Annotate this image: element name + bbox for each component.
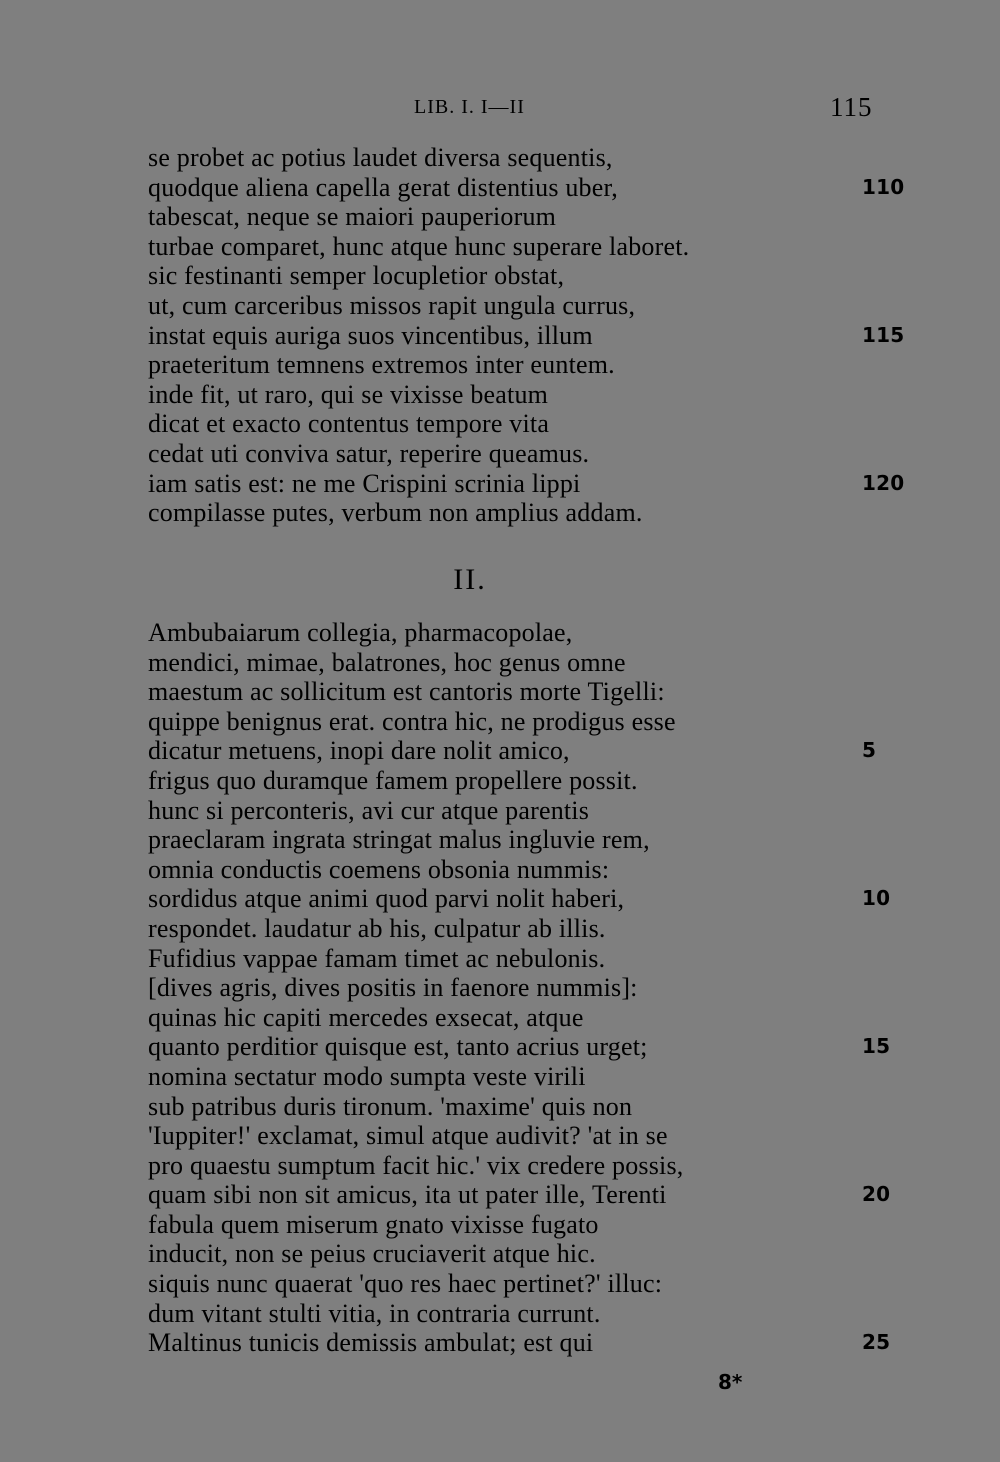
verse-line-text: sub patribus duris tironum. 'maxime' quis non (148, 1091, 633, 1121)
verse-line (148, 202, 888, 232)
verse-line-text: inducit, non se peius cruciaverit atque hic. (148, 1239, 596, 1269)
verse-line (148, 914, 888, 944)
verse-line (148, 291, 888, 321)
verse-line-text: maestum ac sollicitum est cantoris morte Tigelli: (148, 677, 665, 707)
section-heading: II. (453, 563, 487, 596)
verse-line-text: quippe benignus erat. contra hic, ne prodigus esse (148, 706, 676, 736)
verse-line-text: siquis nunc quaerat 'quo res haec pertinet?' illuc: (148, 1269, 663, 1299)
verse-line (148, 944, 888, 974)
line-number: 110 (862, 174, 905, 199)
verse-line (148, 648, 888, 678)
line-number: 115 (862, 322, 905, 347)
verse-line (148, 261, 888, 291)
verse-line (148, 380, 888, 410)
verse-line-text: Ambubaiarum collegia, pharmacopolae, (148, 618, 573, 647)
verse-line-text: frigus quo duramque famem propellere possit. (148, 765, 638, 795)
line-number: 20 (862, 1182, 891, 1207)
verse-block-satire-i (148, 143, 905, 528)
verse-line (148, 1299, 888, 1329)
running-title: LIB. I. I—II (414, 96, 525, 118)
verse-line-text: cedat uti conviva satur, reperire queamus. (148, 438, 590, 468)
verse-line-text: Fufidius vappae famam timet ac nebulonis. (148, 943, 606, 973)
page-number: 115 (830, 92, 873, 122)
verse-line (148, 766, 888, 796)
verse-line-text: compilasse putes, verbum non amplius addam. (148, 498, 643, 528)
verse-line (148, 1151, 888, 1181)
verse-line (148, 618, 888, 648)
verse-line-text: tabescat, neque se maiori pauperiorum (148, 202, 557, 232)
verse-line (148, 1003, 888, 1033)
verse-line (148, 796, 888, 826)
verse-line (148, 232, 888, 262)
verse-line (148, 320, 905, 351)
line-number: 10 (862, 886, 891, 911)
verse-line-text: nomina sectatur modo sumpta veste virili (148, 1061, 586, 1091)
verse-line-text: dicat et exacto contentus tempore vita (148, 409, 550, 439)
verse-line-text: hunc si perconteris, avi cur atque parentis (148, 795, 590, 825)
verse-line (148, 468, 905, 499)
verse-line (148, 1239, 888, 1269)
verse-line-text: sic festinanti semper locupletior obstat, (148, 261, 565, 291)
verse-line (148, 825, 888, 855)
verse-line-text: quanto perditior quisque est, tanto acrius urget; (148, 1032, 648, 1062)
verse-line (148, 143, 888, 173)
verse-line-text: quam sibi non sit amicus, ita ut pater ille, Terenti (148, 1180, 667, 1210)
verse-line (148, 350, 888, 380)
verse-line-text: [dives agris, dives positis in faenore nummis]: (148, 973, 638, 1003)
verse-line-text: Maltinus tunicis demissis ambulat; est qui (148, 1328, 594, 1358)
verse-line-text: iam satis est: ne me Crispini scrinia lippi (148, 468, 581, 498)
verse-line-text: ut, cum carceribus missos rapit ungula currus, (148, 290, 636, 320)
verse-line (148, 1121, 888, 1151)
verse-line-text: omnia conductis coemens obsonia nummis: (148, 854, 610, 884)
verse-line (148, 1062, 888, 1092)
verse-line-text: praeteritum temnens extremos inter euntem. (148, 350, 615, 380)
verse-line-text: dum vitant stulti vitia, in contraria currunt. (148, 1298, 601, 1328)
verse-line (148, 1180, 891, 1210)
verse-line (148, 736, 888, 766)
verse-line-text: inde fit, ut raro, qui se vixisse beatum (148, 379, 549, 409)
verse-line-text: 'Iuppiter!' exclamat, simul atque audivit? 'at in se (148, 1121, 668, 1151)
verse-line-text: fabula quem miserum gnato vixisse fugato (148, 1209, 599, 1239)
line-number: 25 (862, 1330, 891, 1355)
verse-line (148, 172, 905, 203)
verse-line-text: sordidus atque animi quod parvi nolit haberi, (148, 884, 625, 914)
verse-line (148, 855, 888, 885)
verse-line-text: respondet. laudatur ab his, culpatur ab illis. (148, 913, 606, 943)
verse-line (148, 1328, 891, 1358)
verse-line (148, 677, 888, 707)
line-number: 120 (862, 470, 905, 495)
verse-line (148, 439, 888, 469)
verse-line (148, 707, 888, 737)
verse-line (148, 884, 891, 914)
verse-line-text: turbae comparet, hunc atque hunc superare laboret. (148, 231, 690, 261)
verse-line (148, 409, 888, 439)
verse-block-satire-ii (148, 618, 891, 1358)
line-number: 5 (862, 738, 877, 763)
verse-line (148, 1210, 888, 1240)
verse-line (148, 1092, 888, 1122)
verse-line-text: praeclaram ingrata stringat malus ingluvie rem, (148, 825, 650, 855)
verse-line-text: instat equis auriga suos vincentibus, illum (148, 320, 593, 350)
verse-line-text: mendici, mimae, balatrones, hoc genus omne (148, 647, 626, 677)
verse-line-text: quinas hic capiti mercedes exsecat, atque (148, 1002, 584, 1032)
verse-line-text: pro quaestu sumptum facit hic.' vix credere possis, (148, 1150, 684, 1180)
line-number: 15 (862, 1034, 891, 1059)
verse-line-text: dicatur metuens, inopi dare nolit amico, (148, 736, 570, 766)
verse-line (148, 1269, 888, 1299)
verse-line-text: quodque aliena capella gerat distentius uber, (148, 172, 619, 202)
printer-signature-mark: 8* (718, 1370, 743, 1394)
running-head (0, 92, 1000, 126)
verse-line (148, 973, 888, 1003)
verse-line-text: se probet ac potius laudet diversa sequentis, (148, 143, 613, 172)
verse-line (148, 498, 888, 528)
verse-line (148, 1032, 891, 1062)
